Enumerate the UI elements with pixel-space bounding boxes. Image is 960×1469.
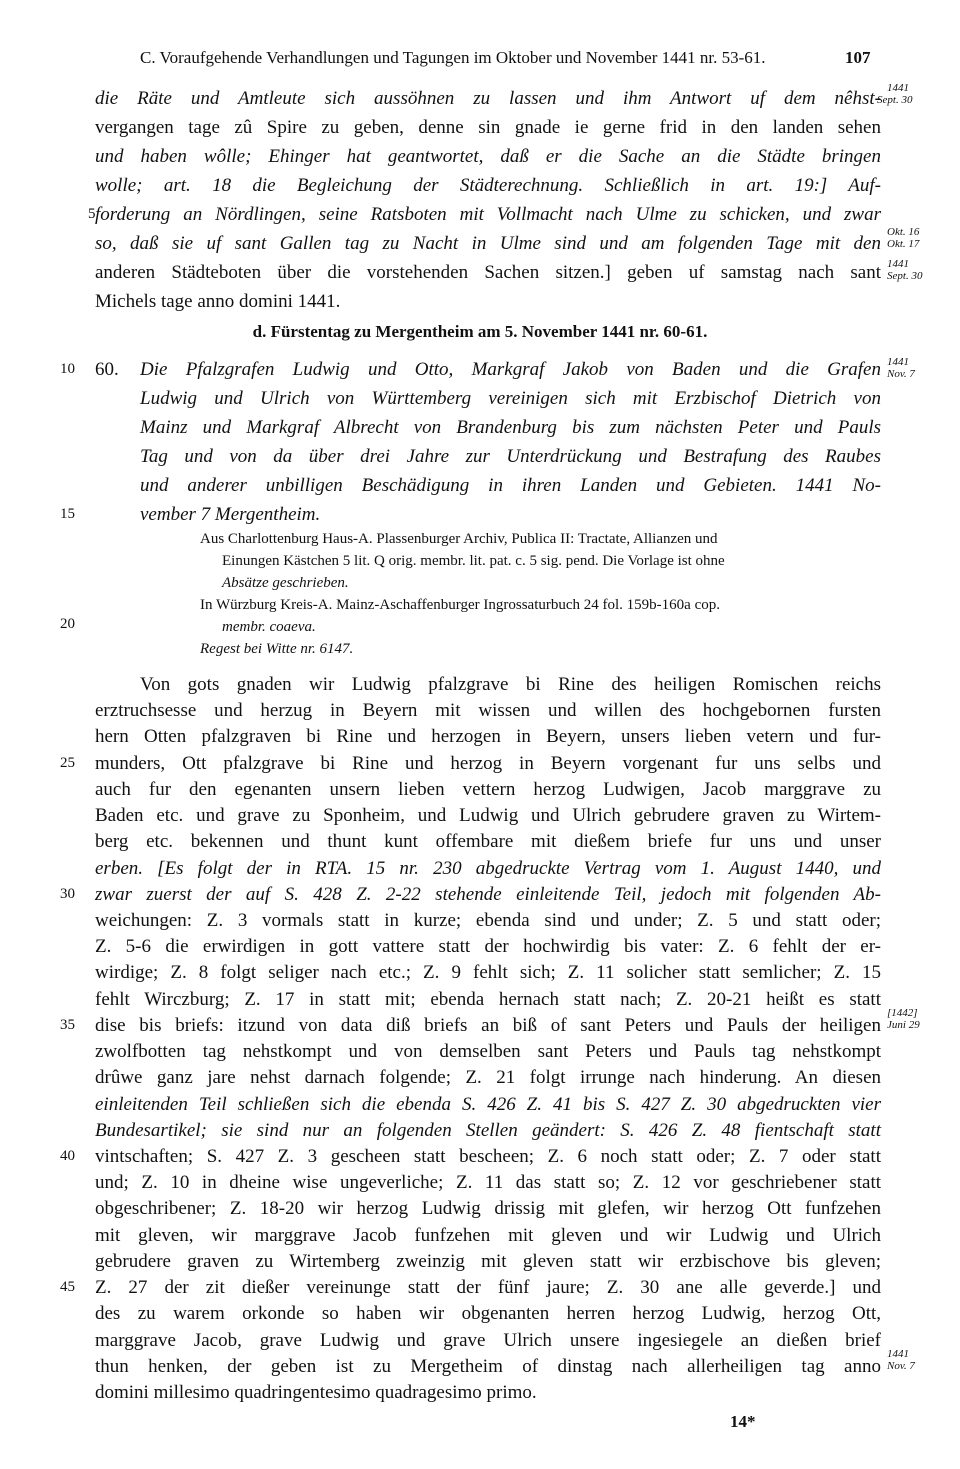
body-line: hern Otten pfalzgraven bi Rine und herzogen in Beyern, unsers lieben vetern und fur- bbox=[95, 726, 881, 747]
top-line: und haben wôlle; Ehinger hat geantwortet, daß er die Sache an die Städte bringen bbox=[95, 146, 881, 167]
body-line: mit gleven, wir marggrave Jacob funfzehen mit gleven und wir Ludwig und Ulrich bbox=[95, 1225, 881, 1246]
margin-date-note: Okt. 16 Okt. 17 bbox=[887, 226, 920, 250]
sheet-signature: 14* bbox=[730, 1412, 756, 1431]
top-line: vergangen tage zû Spire zu geben, denne sin gnade ie gerne frid in den landen sehen bbox=[95, 117, 881, 138]
line-number: 45 bbox=[60, 1279, 75, 1295]
top-line: anderen Städteboten über die vorstehenden Sachen sitzen.] geben uf samstag nach sant bbox=[95, 262, 881, 283]
doc-title-line: Mainz und Markgraf Albrecht von Brandenburg bis zum nächsten Peter und Pauls bbox=[140, 417, 881, 438]
body-line: vintschaften; S. 427 Z. 3 gescheen statt bescheen; Z. 6 noch statt oder; Z. 7 oder statt bbox=[95, 1146, 881, 1167]
source-note: Einungen Kästchen 5 lit. Q orig. membr. lit. pat. c. 5 sig. pend. Die Vorlage ist ohne bbox=[222, 553, 725, 569]
line-number: 15 bbox=[60, 506, 75, 522]
body-line: wirdige; Z. 8 folgt seliger nach etc.; Z. 9 fehlt sich; Z. 11 solicher statt semlicher; Z. 15 bbox=[95, 962, 881, 983]
top-line: Michels tage anno domini 1441. bbox=[95, 291, 341, 312]
source-note: Aus Charlottenburg Haus-A. Plassenburger Archiv, Publica II: Tractate, Allianzen und bbox=[200, 531, 718, 547]
line-number: 25 bbox=[60, 755, 75, 771]
body-line: weichungen: Z. 3 vormals statt in kurze; ebenda sind und under; Z. 5 und statt oder; bbox=[95, 910, 881, 931]
body-line: auch fur den egenanten unsern lieben vettern herzog Ludwigen, Jacob marggrave zu bbox=[95, 779, 881, 800]
body-line: berg etc. bekennen und thunt kunt offembare mit dießem briefe fur uns und unser bbox=[95, 831, 881, 852]
body-line: Bundesartikel; sie sind nur an folgenden Stellen geändert: S. 426 Z. 48 fientschaft statt bbox=[95, 1120, 881, 1141]
source-note: In Würzburg Kreis-A. Mainz-Aschaffenburger Ingrossaturbuch 24 fol. 159b-160a cop. bbox=[200, 597, 720, 613]
doc-title-line: Ludwig und Ulrich von Württemberg vereinigen sich mit Erzbischof Dietrich von bbox=[140, 388, 881, 409]
body-line: erztruchsesse und herzug in Beyern mit wissen und willen des hochgebornen fursten bbox=[95, 700, 881, 721]
running-title: C. Voraufgehende Verhandlungen und Tagungen im Oktober und November 1441 nr. 53-61. bbox=[140, 48, 766, 67]
top-line: wolle; art. 18 die Begleichung der Städterechnung. Schließlich in art. 19:] Auf- bbox=[95, 175, 881, 196]
line-number: 20 bbox=[60, 616, 75, 632]
body-line: obgeschribener; Z. 18-20 wir herzog Ludwig drissig mit glefen, wir herzog Ott funfzehen bbox=[95, 1198, 881, 1219]
margin-date-note: 1441 Sept. 30 bbox=[887, 258, 923, 282]
body-line: dise bis briefs: itzund von data diß briefs an biß of sant Peters und Pauls der heiligen bbox=[95, 1015, 881, 1036]
source-note: membr. coaeva. bbox=[222, 619, 316, 635]
body-line: des zu warem orkonde so haben wir obgenanten herren herzog Ludwig, herzog Ott, bbox=[95, 1303, 881, 1324]
body-line: zwolfbotten tag nehstkompt und von demselben sant Peters und Pauls tag nehstkompt bbox=[95, 1041, 881, 1062]
margin-date-note: 1441 Nov. 7 bbox=[887, 356, 915, 380]
doc-title-line: und anderer unbilligen Beschädigung in ihren Landen und Gebieten. 1441 No- bbox=[140, 475, 881, 496]
line-number: 40 bbox=[60, 1148, 75, 1164]
top-line: forderung an Nördlingen, seine Ratsboten mit Vollmacht nach Ulme zu schicken, und zwar bbox=[95, 204, 881, 225]
source-note: Absätze geschrieben. bbox=[222, 575, 349, 591]
body-line: Baden etc. und grave zu Sponheim, und Ludwig und Ulrich gebrudere graven zu Wirtem- bbox=[95, 805, 881, 826]
body-line: munders, Ott pfalzgrave bi Rine und herzog in Beyern vorgenant fur uns selbs und bbox=[95, 753, 881, 774]
page-number: 107 bbox=[845, 48, 871, 67]
top-line: so, daß sie uf sant Gallen tag zu Nacht in Ulme sind und am folgenden Tage mit den bbox=[95, 233, 881, 254]
body-line: zwar zuerst der auf S. 428 Z. 2-22 stehende einleitende Teil, jedoch mit folgenden Ab- bbox=[95, 884, 881, 905]
body-line: domini millesimo quadringentesimo quadragesimo primo. bbox=[95, 1382, 537, 1403]
margin-date-note: [1442] Juni 29 bbox=[887, 1007, 920, 1031]
margin-date-note: 1441 Nov. 7 bbox=[887, 1348, 915, 1372]
line-number: 30 bbox=[60, 886, 75, 902]
line-number: 10 bbox=[60, 361, 75, 377]
running-header bbox=[140, 48, 871, 68]
doc-title-line: vember 7 Mergentheim. bbox=[140, 504, 321, 525]
body-line: Z. 5-6 die erwirdigen in gott vattere statt der hochwirdig bis vater: Z. 6 fehlt der er- bbox=[95, 936, 881, 957]
doc-title-line: Die Pfalzgrafen Ludwig und Otto, Markgraf Jakob von Baden und die Grafen bbox=[140, 359, 881, 380]
body-line: thun henken, der geben ist zu Mergetheim of dinstag nach allerheiligen tag anno bbox=[95, 1356, 881, 1377]
body-line: fehlt Wirczburg; Z. 17 in statt mit; ebenda hernach statt nach; Z. 20-21 heißt es statt bbox=[95, 989, 881, 1010]
body-line: und; Z. 10 in dheine wise ungeverliche; Z. 11 das statt so; Z. 12 vor geschriebener statt bbox=[95, 1172, 881, 1193]
doc-title-line: Tag und von da über drei Jahre zur Unterdrückung und Bestrafung des Raubes bbox=[140, 446, 881, 467]
top-line: die Räte und Amtleute sich aussöhnen zu lassen und ihm Antwort uf dem nêhst- bbox=[95, 88, 881, 109]
body-line: erben. [Es folgt der in RTA. 15 nr. 230 abgedruckte Vertrag vom 1. August 1440, und bbox=[95, 858, 881, 879]
body-line: einleitenden Teil schließen sich die ebenda S. 426 Z. 41 bis S. 427 Z. 30 abgedruckten vier bbox=[95, 1094, 881, 1115]
body-line: drûwe ganz jare nehst darnach folgende; Z. 21 folgt irrunge nach hinderung. An diesen bbox=[95, 1067, 881, 1088]
body-line: Z. 27 der zit dießer vereinunge statt der fünf jaure; Z. 30 ane alle geverde.] und bbox=[95, 1277, 881, 1298]
section-heading: d. Fürstentag zu Mergentheim am 5. November 1441 nr. 60-61. bbox=[252, 322, 708, 341]
document-number: 60. bbox=[95, 359, 119, 380]
line-number: 5 bbox=[88, 206, 96, 222]
body-line: marggrave Jacob, grave Ludwig und grave Ulrich unsere ingesiegele an dießen brief bbox=[95, 1330, 881, 1351]
body-line: gebrudere graven zu Wirtemberg zweinzig mit gleven statt wir erzbischove bis gleven; bbox=[95, 1251, 881, 1272]
source-note: Regest bei Witte nr. 6147. bbox=[200, 641, 354, 657]
body-line: Von gots gnaden wir Ludwig pfalzgrave bi Rine des heiligen Romischen reichs bbox=[140, 674, 881, 695]
margin-date-note: 1441 Sept. 30 bbox=[877, 82, 913, 106]
line-number: 35 bbox=[60, 1017, 75, 1033]
